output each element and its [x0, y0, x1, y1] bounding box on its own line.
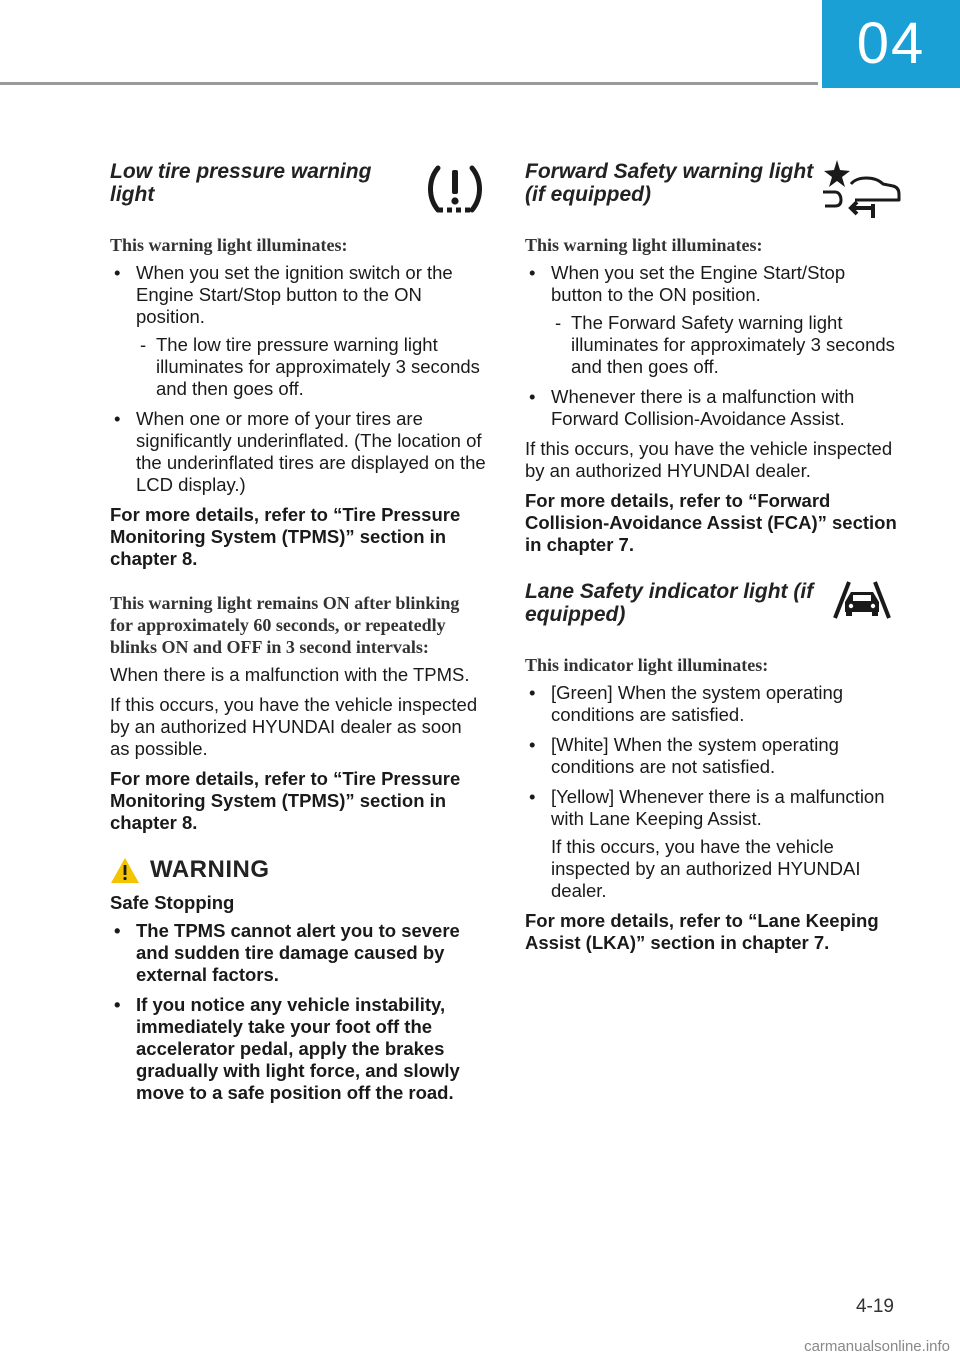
fcs-section-header [525, 158, 901, 224]
list-item: • If you notice any vehicle instability, immediately take your foot off the accelerator pedal, apply the brakes gradually with light force, and slowly move to a safe position off the road. [110, 994, 486, 1104]
list-item-note: If this occurs, you have the vehicle inspected by an authorized HYUNDAI dealer. [551, 836, 861, 901]
paragraph: If this occurs, you have the vehicle inspected by an authorized HYUNDAI dealer as soon as possible. [110, 694, 478, 759]
tpms-title: Low tire pressure warning light [110, 160, 372, 206]
fcs-illuminates-list [525, 262, 901, 430]
lane-illuminates-list [525, 682, 901, 902]
warning-triangle-icon [110, 857, 140, 884]
paragraph: When there is a malfunction with the TPMS. [110, 664, 470, 685]
left-column [110, 158, 486, 1112]
list-item: • When one or more of your tires are significantly underinflated. (The location of the underinflated tires are displayed on the LCD display.) [110, 408, 486, 496]
tpms-reference: For more details, refer to “Tire Pressure Monitoring System (TPMS)” section in chapter 8. [110, 504, 461, 569]
list-item: • Whenever there is a malfunction with Forward Collision-Avoidance Assist. [525, 386, 901, 430]
lane-reference: For more details, refer to “Lane Keeping Assist (LKA)” section in chapter 7. [525, 910, 879, 953]
list-item-text: When you set the Engine Start/Stop button to the ON position. [551, 262, 846, 305]
chapter-tab: 04 [822, 0, 960, 88]
tpms-illuminates-heading: This warning light illuminates: [110, 235, 348, 255]
list-item-text: [Yellow] Whenever there is a malfunction with Lane Keeping Assist. [551, 786, 885, 829]
lane-title: Lane Safety indicator light (if equipped) [525, 580, 814, 626]
list-item [525, 262, 901, 378]
warning-header [110, 856, 486, 884]
warning-subtitle: Safe Stopping [110, 892, 235, 913]
list-item: • [Green] When the system operating conditions are satisfied. [525, 682, 901, 726]
fcs-reference: For more details, refer to “Forward Collision-Avoidance Assist (FCA)” section in chapter 7. [525, 490, 897, 555]
paragraph: If this occurs, you have the vehicle inspected by an authorized HYUNDAI dealer. [525, 438, 893, 481]
tpms-section-header [110, 158, 486, 224]
sub-item: - The Forward Safety warning light illuminates for approximately 3 seconds and then goes off. [551, 312, 901, 378]
lane-section-header [525, 578, 901, 644]
list-item: • [White] When the system operating conditions are not satisfied. [525, 734, 901, 778]
lane-illuminates-heading: This indicator light illuminates: [525, 655, 769, 675]
list-item [525, 786, 901, 902]
list-item: • The TPMS cannot alert you to severe and sudden tire damage caused by external factors. [110, 920, 486, 986]
tpms-illuminates-list [110, 262, 486, 496]
fcs-title: Forward Safety warning light (if equipped) [525, 160, 814, 206]
lane-safety-icon [823, 578, 901, 622]
warning-title: WARNING [150, 856, 270, 883]
sub-item: - The low tire pressure warning light illuminates for approximately 3 seconds and then goes off. [136, 334, 486, 400]
list-item-text: When you set the ignition switch or the Engine Start/Stop button to the ON position. [136, 262, 453, 327]
fcs-illuminates-heading: This warning light illuminates: [525, 235, 763, 255]
forward-safety-icon [821, 158, 901, 224]
header-rule [0, 82, 818, 85]
tire-pressure-warning-icon [424, 158, 486, 220]
list-item [110, 262, 486, 400]
warning-list [110, 920, 486, 1104]
page-number: 4-19 [855, 1296, 894, 1317]
tpms-blinking-heading: This warning light remains ON after blinking for approximately 60 seconds, or repeatedly blinks ON and OFF in 3 second intervals: [110, 593, 460, 657]
right-column [525, 158, 901, 962]
watermark: carmanualsonline.info [804, 1338, 950, 1355]
tpms-reference: For more details, refer to “Tire Pressure Monitoring System (TPMS)” section in chapter 8. [110, 768, 461, 833]
